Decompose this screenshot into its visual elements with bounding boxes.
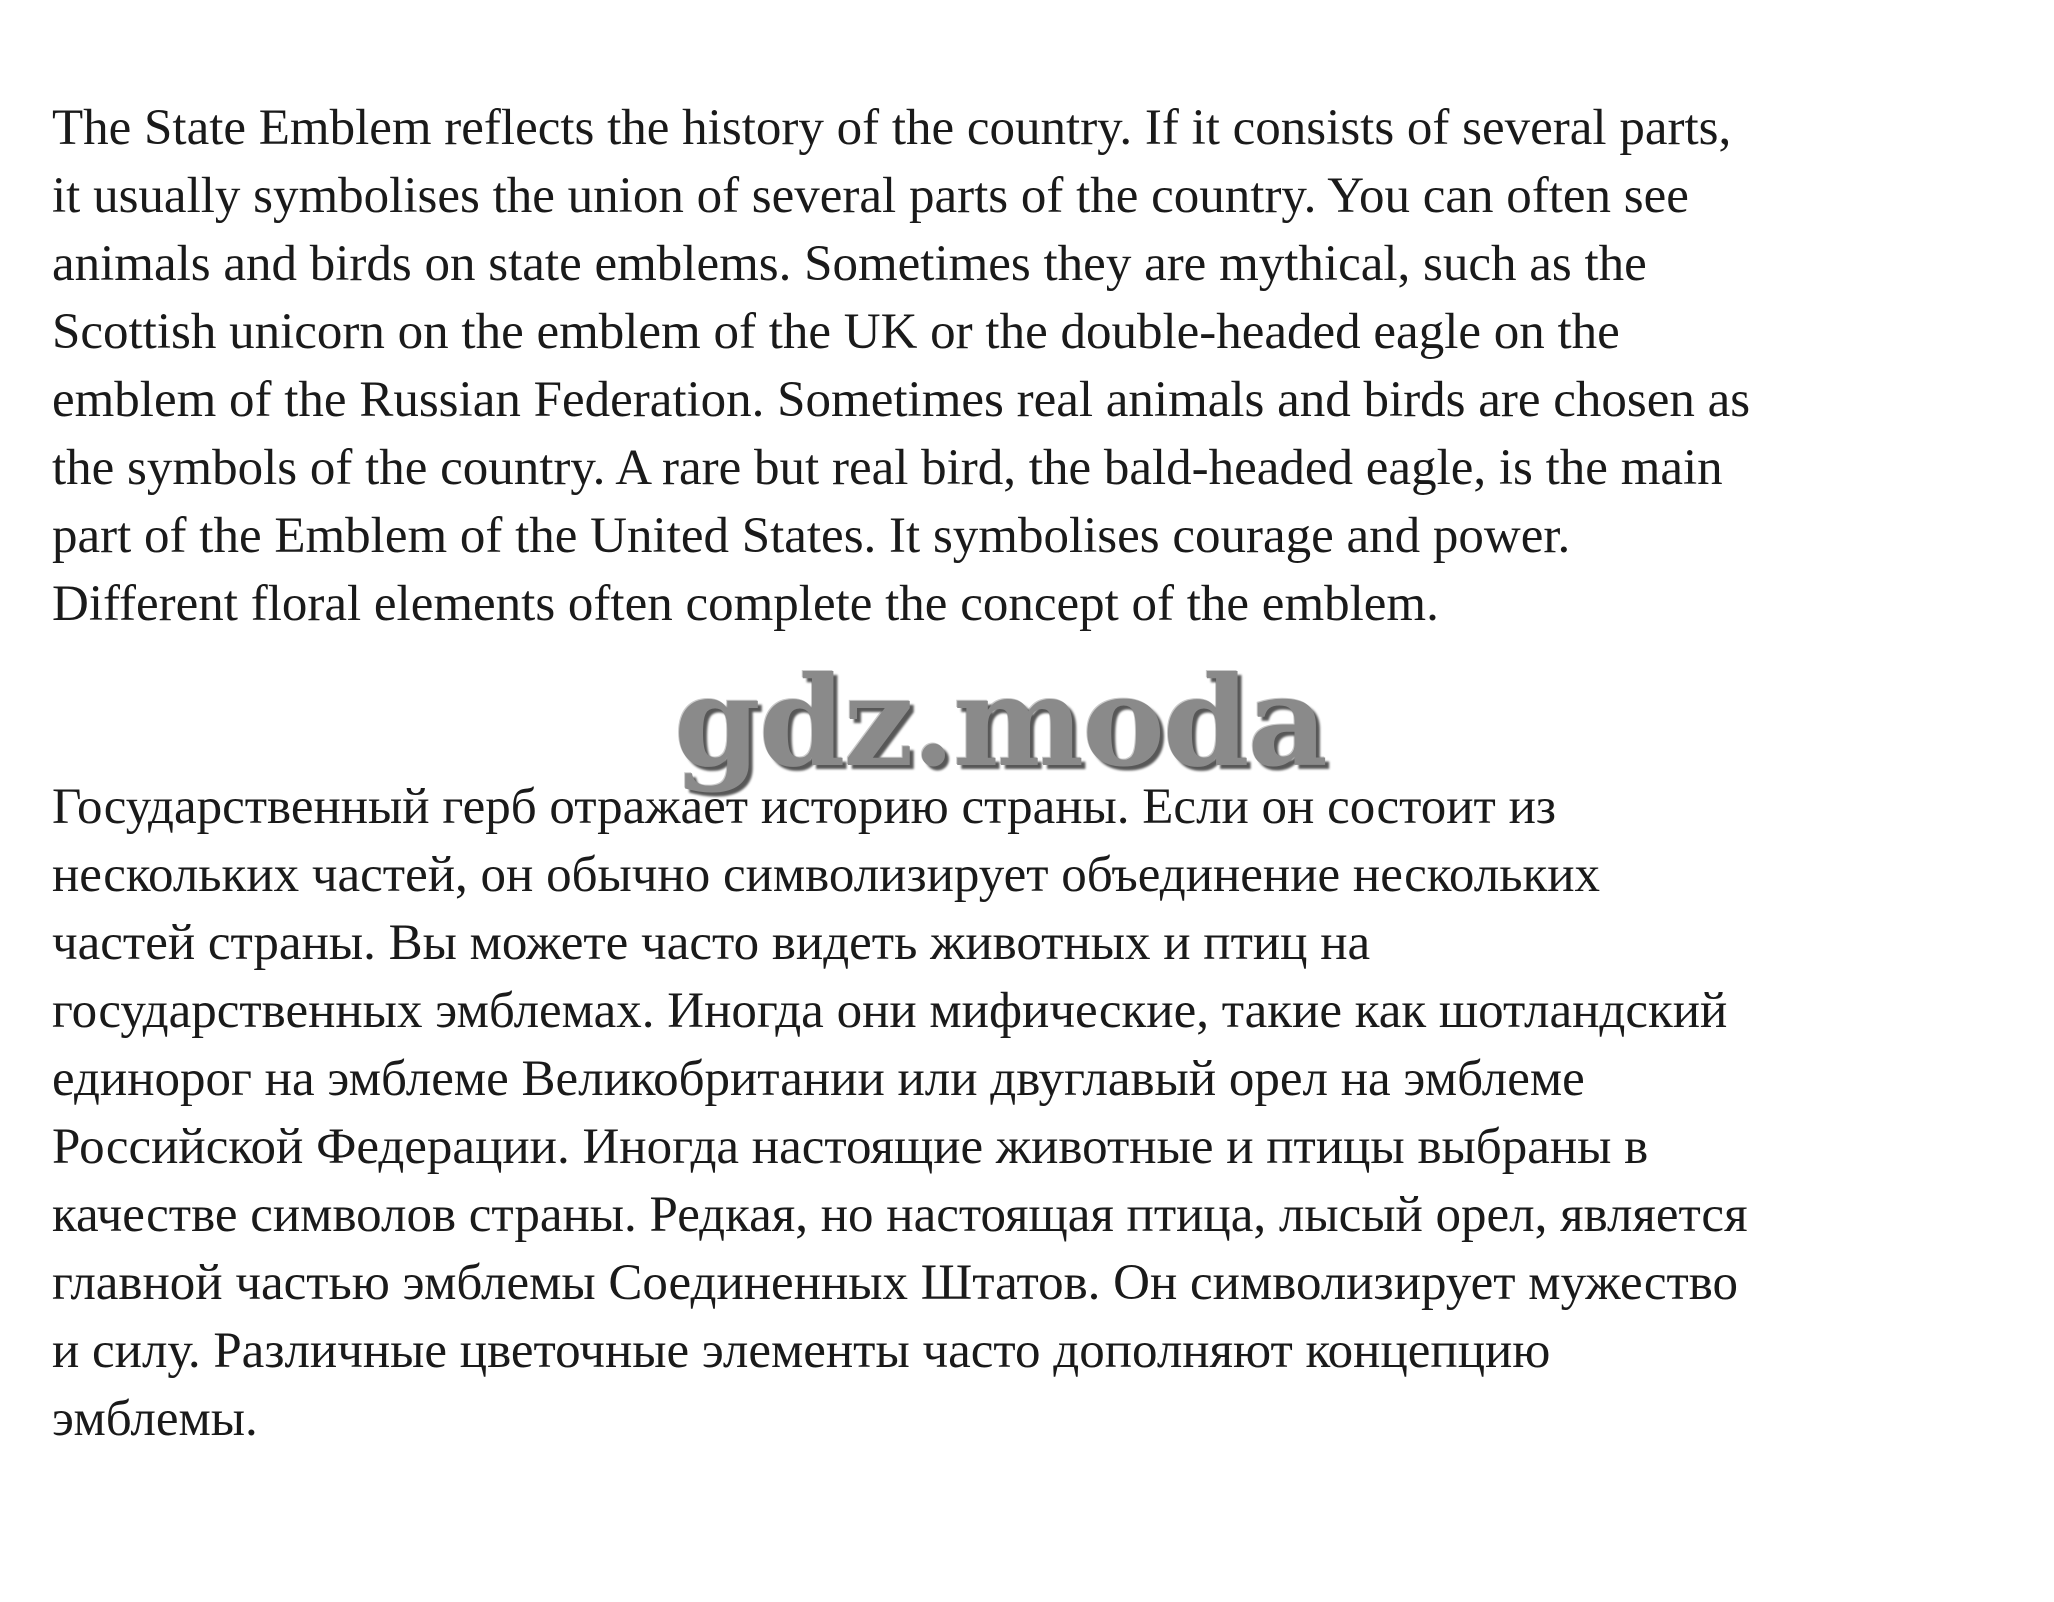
text-line: Different floral elements often complete the concept of the emblem. xyxy=(52,576,1439,632)
text-line: part of the Emblem of the United States. It symbolises courage and power. xyxy=(52,508,1571,564)
english-paragraph xyxy=(52,94,2042,638)
russian-paragraph xyxy=(52,773,2042,1453)
text-line: главной частью эмблемы Соединенных Штатов. Он символизирует мужество xyxy=(52,1255,1739,1311)
text-line: государственных эмблемах. Иногда они мифические, такие как шотландский xyxy=(52,983,1728,1039)
text-line: Российской Федерации. Иногда настоящие животные и птицы выбраны в xyxy=(52,1119,1649,1175)
watermark-logo: gdz.moda xyxy=(674,649,1326,795)
text-line: частей страны. Вы можете часто видеть животных и птиц на xyxy=(52,915,1371,971)
text-line: эмблемы. xyxy=(52,1391,258,1447)
text-line: нескольких частей, он обычно символизирует объединение нескольких xyxy=(52,847,1601,903)
text-line: Scottish unicorn on the emblem of the UK or the double-headed eagle on the xyxy=(52,304,1620,360)
text-line: animals and birds on state emblems. Sometimes they are mythical, such as the xyxy=(52,236,1647,292)
text-line: качестве символов страны. Редкая, но настоящая птица, лысый орел, является xyxy=(52,1187,1748,1243)
text-line: и силу. Различные цветочные элементы часто дополняют концепцию xyxy=(52,1323,1551,1379)
text-line: it usually symbolises the union of several parts of the country. You can often see xyxy=(52,168,1689,224)
text-line: emblem of the Russian Federation. Sometimes real animals and birds are chosen as xyxy=(52,372,1751,428)
text-line: единорог на эмблеме Великобритании или двуглавый орел на эмблеме xyxy=(52,1051,1585,1107)
text-line: the symbols of the country. A rare but real bird, the bald-headed eagle, is the main xyxy=(52,440,1723,496)
text-line: Государственный герб отражает историю страны. Если он состоит из xyxy=(52,779,1557,835)
text-line: The State Emblem reflects the history of the country. If it consists of several parts, xyxy=(52,100,1732,156)
